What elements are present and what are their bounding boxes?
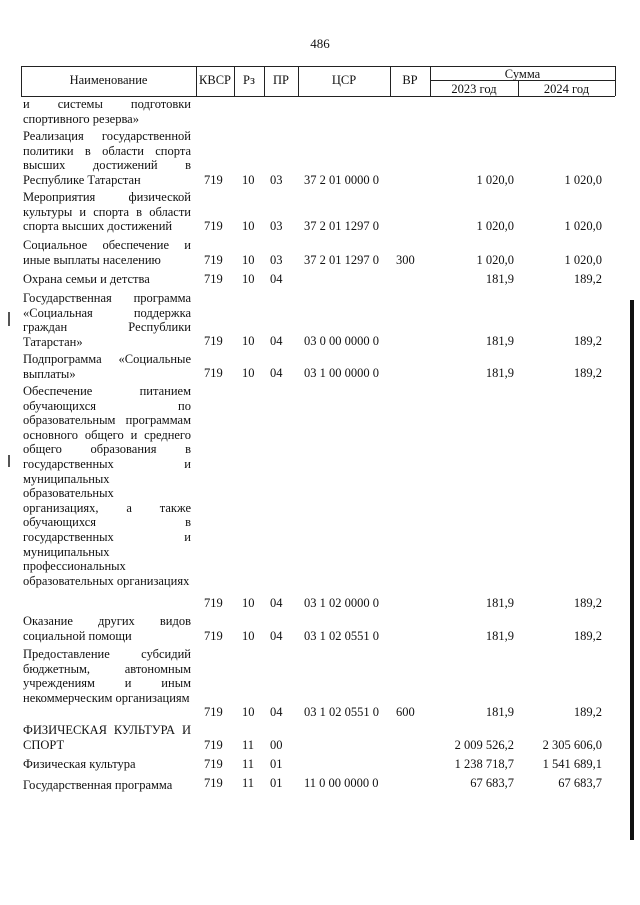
row-sum-2024: 1 541 689,1 (542, 757, 602, 771)
row-vr: 300 (396, 253, 415, 267)
row-rz: 10 (242, 173, 255, 187)
row-kvsr: 719 (204, 629, 223, 643)
row-csr: 03 1 02 0000 0 (304, 596, 379, 610)
row-sum-2023: 1 020,0 (476, 219, 514, 233)
row-rz: 10 (242, 366, 255, 380)
row-sum-2024: 1 020,0 (564, 219, 602, 233)
row-sum-2024: 189,2 (573, 596, 602, 610)
row-pr: 01 (270, 776, 283, 790)
row-pr: 01 (270, 757, 283, 771)
row-csr: 03 1 02 0551 0 (304, 705, 379, 719)
row-pr: 03 (270, 253, 283, 267)
row-pr: 04 (270, 366, 283, 380)
scan-edge-bar (630, 300, 634, 840)
row-sum-2024: 67 683,7 (558, 776, 602, 790)
row-sum-2024: 189,2 (573, 272, 602, 286)
row-vr: 600 (396, 705, 415, 719)
row-sum-2023: 67 683,7 (470, 776, 514, 790)
row-sum-2023: 2 009 526,2 (454, 738, 514, 752)
row-sum-2024: 189,2 (573, 334, 602, 348)
header-csr: ЦСР (331, 73, 357, 87)
row-sum-2023: 181,9 (485, 334, 514, 348)
row-name: Охрана семьи и детства (23, 272, 150, 286)
row-csr: 03 1 02 0551 0 (304, 629, 379, 643)
row-name: Реализация государственной политики в области спорта высших достижений в Республике Татарстан (23, 129, 191, 187)
row-kvsr: 719 (204, 272, 223, 286)
row-kvsr: 719 (204, 173, 223, 187)
row-kvsr: 719 (204, 219, 223, 233)
row-pr: 04 (270, 629, 283, 643)
header-kvsr: КВСР (199, 73, 231, 87)
row-sum-2023: 181,9 (485, 705, 514, 719)
row-kvsr: 719 (204, 366, 223, 380)
row-name: Подпрограмма «Социальные выплаты» (23, 352, 191, 381)
row-sum-2024: 1 020,0 (564, 173, 602, 187)
page-number: 486 (310, 36, 330, 51)
row-pr: 04 (270, 272, 283, 286)
header-vr: ВР (402, 73, 418, 87)
row-rz: 10 (242, 629, 255, 643)
row-sum-2024: 2 305 606,0 (542, 738, 602, 752)
row-name: Государственная программа (23, 778, 173, 792)
row-name: Физическая культура (23, 757, 136, 771)
row-rz: 10 (242, 219, 255, 233)
row-csr: 37 2 01 0000 0 (304, 173, 379, 187)
row-name: Оказание других видов социальной помощи (23, 614, 191, 643)
row-sum-2024: 189,2 (573, 705, 602, 719)
row-name: Государственная программа «Социальная поддержка граждан Республики Татарстан» (23, 291, 191, 349)
row-sum-2024: 189,2 (573, 629, 602, 643)
row-pr: 00 (270, 738, 283, 752)
row-kvsr: 719 (204, 738, 223, 752)
row-csr: 03 1 00 0000 0 (304, 366, 379, 380)
row-pr: 04 (270, 596, 283, 610)
header-name: Наименование (69, 73, 148, 87)
row-name: Предоставление субсидий бюджетным, автономным учреждениям и иным некоммерческим организациям (23, 647, 191, 705)
row-rz: 11 (242, 738, 255, 752)
row-sum-2023: 1 020,0 (476, 253, 514, 267)
row-name: ФИЗИЧЕСКАЯ КУЛЬТУРА И СПОРТ (23, 723, 191, 752)
row-kvsr: 719 (204, 253, 223, 267)
row-kvsr: 719 (204, 776, 223, 790)
row-sum-2024: 189,2 (573, 366, 602, 380)
row-rz: 10 (242, 272, 255, 286)
row-csr: 11 0 00 0000 0 (304, 776, 379, 790)
row-sum-2023: 181,9 (485, 366, 514, 380)
row-sum-2023: 1 020,0 (476, 173, 514, 187)
row-sum-2024: 1 020,0 (564, 253, 602, 267)
row-name: Мероприятия физической культуры и спорта в области спорта высших достижений (23, 190, 191, 234)
row-sum-2023: 1 238 718,7 (454, 757, 514, 771)
row-pr: 03 (270, 173, 283, 187)
row-kvsr: 719 (204, 705, 223, 719)
header-sum: Сумма (504, 67, 541, 81)
scan-mark (8, 312, 10, 326)
header-rz: Рз (243, 73, 255, 87)
row-pr: 03 (270, 219, 283, 233)
header-year-2023: 2023 год (451, 82, 497, 96)
row-kvsr: 719 (204, 334, 223, 348)
row-name: Обеспечение питанием обучающихся по образовательным программам основного общего и среднего общего образования в государственных и муниципальных образовательных организациях, а также обучающихся в государственных и муниципальных профессиональных образовательных организациях (23, 384, 191, 588)
row-name: и системы подготовки спортивного резерва» (23, 97, 191, 126)
header-pr: ПР (273, 73, 289, 87)
row-pr: 04 (270, 705, 283, 719)
row-pr: 04 (270, 334, 283, 348)
row-csr: 03 0 00 0000 0 (304, 334, 379, 348)
row-csr: 37 2 01 1297 0 (304, 253, 379, 267)
row-sum-2023: 181,9 (485, 272, 514, 286)
row-kvsr: 719 (204, 757, 223, 771)
row-sum-2023: 181,9 (485, 596, 514, 610)
row-kvsr: 719 (204, 596, 223, 610)
row-csr: 37 2 01 1297 0 (304, 219, 379, 233)
row-rz: 10 (242, 253, 255, 267)
row-rz: 11 (242, 776, 255, 790)
row-sum-2023: 181,9 (485, 629, 514, 643)
row-name: Социальное обеспечение и иные выплаты населению (23, 238, 191, 267)
row-rz: 10 (242, 705, 255, 719)
scan-mark (8, 455, 10, 467)
row-rz: 11 (242, 757, 255, 771)
header-year-2024: 2024 год (543, 82, 590, 96)
row-rz: 10 (242, 596, 255, 610)
row-rz: 10 (242, 334, 255, 348)
